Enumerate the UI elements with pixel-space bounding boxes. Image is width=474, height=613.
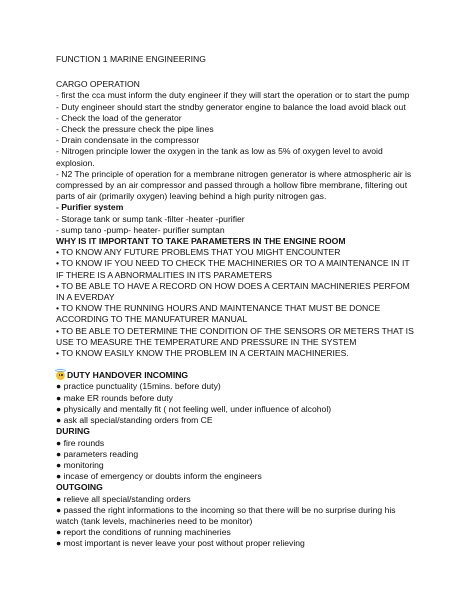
smiling-face-with-halo-icon [56,371,65,380]
cargo-line: - N2 The principle of operation for a membrane nitrogen generator is where atmospheric air is compressed by an air compressor and passed through a hollow fibre membrane, filtering out parts of air (primarily oxygen) leaving behind a high purity nitrogen gas. [56,168,412,202]
incoming-item: ● ask all special/standing orders from CE [56,415,213,426]
outgoing-item: ● report the conditions of running machineries [56,527,231,538]
cargo-line: - Drain condensate in the compressor [56,135,200,146]
cargo-line: - Nitrogen principle lower the oxygen in the tank as low as 5% of oxygen level to avoid explosion. [56,146,383,168]
cargo-heading: CARGO OPERATION [56,79,140,90]
outgoing-item: ● passed the right informations to the incoming so that there will be no surprise during his watch (tank levels, machineries need to be monitor) [56,504,396,526]
purifier-heading: - Purifier system [56,202,124,213]
outgoing-heading: OUTGOING [56,482,103,493]
outgoing-item: ● most important is never leave your post without proper relieving [56,538,305,549]
parameters-item: • TO KNOW THE RUNNING HOURS AND MAINTENANCE THAT MUST BE DONCE ACCORDING TO THE MANUFATURER MANUAL [56,303,381,325]
cargo-line: - first the cca must inform the duty engineer if they will start the operation or to start the pump [56,90,410,101]
document-title: FUNCTION 1 MARINE ENGINEERING [56,54,206,64]
incoming-item: ● physically and mentally fit ( not feeling well, under influence of alcohol) [56,403,332,414]
cargo-line: - Check the load of the generator [56,112,182,123]
cargo-line: - Duty engineer should start the stndby generator engine to balance the load avoid black out [56,101,406,112]
during-item: ● fire rounds [56,437,105,448]
cargo-line: - Check the pressure check the pipe lines [56,124,214,135]
purifier-line: - sump tano -pump- heater- purifier sumptan [56,224,225,235]
during-item: ● monitoring [56,459,104,470]
parameters-item: • TO BE ABLE TO DETERMINE THE CONDITION OF THE SENSORS OR METERS THAT IS USE TO MEASURE THE TEMPERATURE AND PRESSURE IN THE SYSTEM [56,325,414,347]
incoming-item: ● make ER rounds before duty [56,392,173,403]
parameters-heading: WHY IS IT IMPORTANT TO TAKE PARAMETERS IN THE ENGINE ROOM [56,236,346,247]
during-heading: DURING [56,426,90,437]
handover-heading-text: DUTY HANDOVER INCOMING [67,370,189,381]
during-item: ● parameters reading [56,448,139,459]
purifier-line: - Storage tank or sump tank -filter -heater -purifier [56,213,245,224]
during-item: ● incase of emergency or doubts inform the engineers [56,471,262,482]
parameters-item: • TO BE ABLE TO HAVE A RECORD ON HOW DOES A CERTAIN MACHINERIES PERFOM IN A EVERDAY [56,280,410,303]
parameters-item: • TO KNOW IF YOU NEED TO CHECK THE MACHINERIES OR TO A MAINTENANCE IN IT IF THERE IS A ABNORMALITIES IN ITS PARAMETERS [56,258,410,280]
document-page [56,54,418,550]
outgoing-item: ● relieve all special/standing orders [56,493,191,504]
parameters-item: • TO KNOW ANY FUTURE PROBLEMS THAT YOU MIGHT ENCOUNTER [56,247,341,258]
parameters-item: • TO KNOW EASILY KNOW THE PROBLEM IN A CERTAIN MACHINERIES. [56,348,349,359]
spacer [56,359,418,370]
handover-heading [56,370,418,381]
incoming-item: ● practice punctuality (15mins. before duty) [56,381,221,392]
